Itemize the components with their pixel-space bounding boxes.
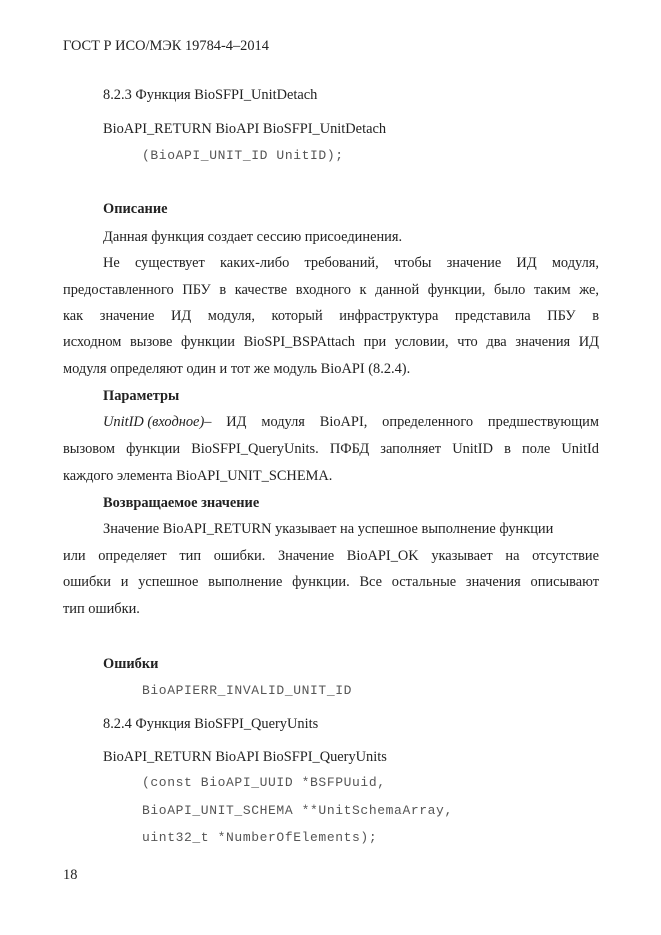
return-value-line-3: ошибки и успешное выполнение функции. Все остальные значения описывают	[63, 574, 599, 590]
description-paragraph-2-line-5: модуля определяют один и тот же модуль BioAPI (8.2.4).	[63, 361, 411, 377]
parameters-line-3: каждого элемента BioAPI_UNIT_SCHEMA.	[63, 468, 333, 484]
return-value-line-1: Значение BioAPI_RETURN указывает на успешное выполнение функции	[103, 521, 554, 537]
parameters-line-1	[103, 413, 599, 431]
description-paragraph-2-line-2: предоставленного ПБУ в качестве входного к данной функции, было таким же,	[63, 282, 599, 298]
description-paragraph-2-line-1: Не существует каких-либо требований, чтобы значение ИД модуля,	[103, 255, 599, 271]
description-title: Описание	[103, 201, 168, 217]
section-8-2-4-heading: 8.2.4 Функция BioSFPI_QueryUnits	[103, 716, 319, 732]
unitdetach-signature-line-1: BioAPI_RETURN BioAPI BioSFPI_UnitDetach	[103, 121, 387, 137]
return-value-title: Возвращаемое значение	[103, 495, 260, 511]
description-paragraph-1: Данная функция создает сессию присоединения.	[103, 229, 403, 245]
document-header: ГОСТ Р ИСО/МЭК 19784-4–2014	[63, 38, 269, 54]
queryunits-param-1: (const BioAPI_UUID *BSFPUuid,	[142, 775, 386, 790]
section-8-2-3-heading: 8.2.3 Функция BioSFPI_UnitDetach	[103, 87, 318, 103]
description-paragraph-2-line-3: как значение ИД модуля, который инфраструктура представила ПБУ в	[63, 308, 599, 324]
parameters-line-2: вызовом функции BioSFPI_QueryUnits. ПФБД заполняет UnitID в поле UnitId	[63, 441, 599, 457]
return-value-line-2: или определяет тип ошибки. Значение BioAPI_OK указывает на отсутствие	[63, 548, 599, 564]
queryunits-param-3: uint32_t *NumberOfElements);	[142, 830, 378, 845]
param-description-start: – ИД модуля BioAPI, определенного предшествующим	[204, 414, 599, 430]
errors-title: Ошибки	[103, 656, 159, 672]
return-value-line-4: тип ошибки.	[63, 601, 140, 617]
error-code: BioAPIERR_INVALID_UNIT_ID	[142, 683, 353, 698]
description-paragraph-2-line-4: исходном вызове функции BioSPI_BSPAttach при условии, что два значения ИД	[63, 334, 599, 350]
unitdetach-signature-line-2: (BioAPI_UNIT_ID UnitID);	[142, 148, 344, 163]
queryunits-signature-line-1: BioAPI_RETURN BioAPI BioSFPI_QueryUnits	[103, 749, 387, 765]
param-name-unitid: UnitID (входное)	[103, 414, 205, 430]
page-number: 18	[63, 867, 78, 883]
queryunits-param-2: BioAPI_UNIT_SCHEMA **UnitSchemaArray,	[142, 803, 453, 818]
parameters-title: Параметры	[103, 388, 180, 404]
